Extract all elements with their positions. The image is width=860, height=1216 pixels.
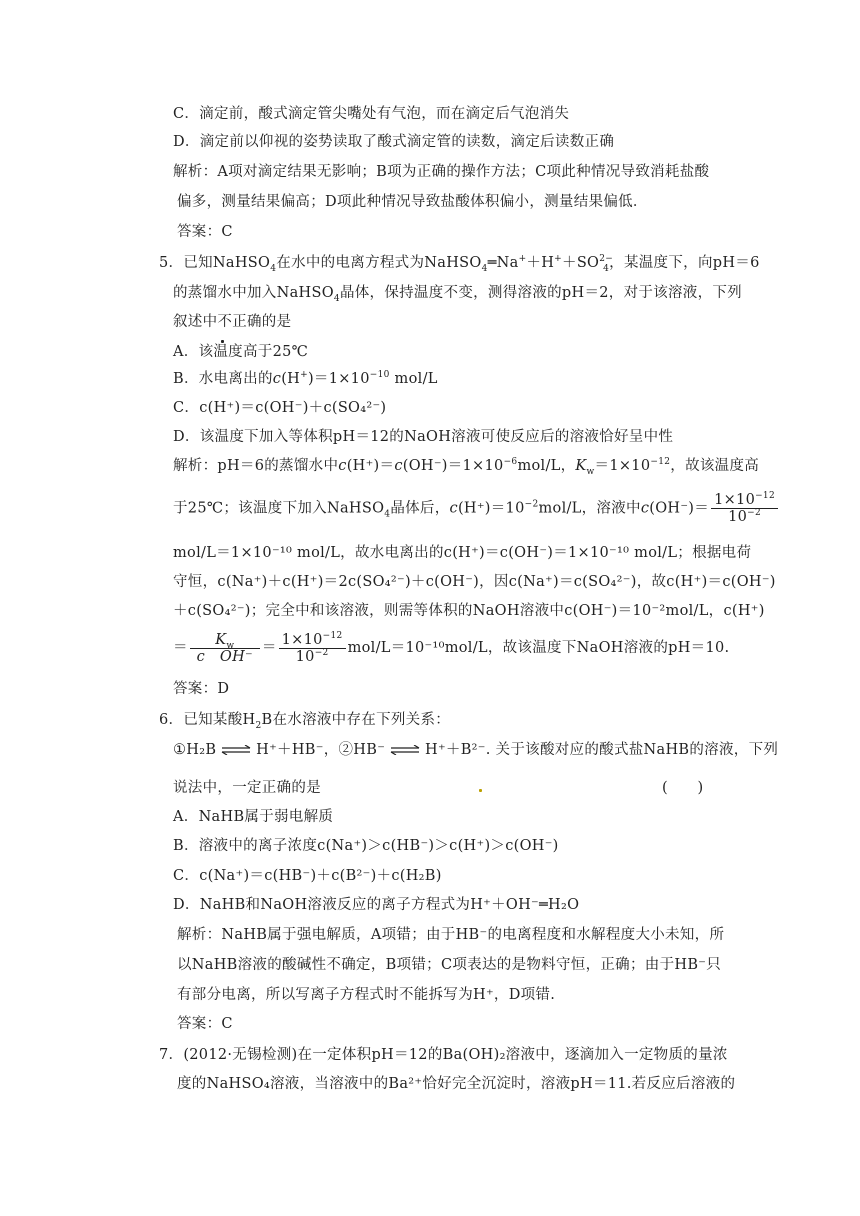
- fraction: $\frac{1\times 10^{-12}}{10^{-2}}$: [711, 492, 778, 525]
- answer-blank: ( ): [662, 780, 704, 796]
- equilibrium-arrow-icon: [390, 745, 420, 755]
- option-d-line: D．滴定前以仰视的姿势读取了酸式滴定管的读数，滴定后读数正确: [173, 134, 615, 150]
- option-a-line: A．该温度高于25℃: [173, 344, 309, 360]
- option-d-line: D．该温度下加入等体积pH＝12的NaOH溶液可使反应后的溶液恰好呈中性: [173, 429, 674, 445]
- fraction: $\frac{K_w}{\text{c OH⁻}}$: [190, 632, 260, 665]
- answer-line: 答案：C: [177, 1016, 233, 1032]
- option-c-line: C．c(Na⁺)＝c(HB⁻)＋c(B²⁻)＋c(H₂B): [173, 868, 442, 884]
- question-7-line: 度的NaHSO₄溶液，当溶液中的Ba²⁺恰好完全沉淀时，溶液pH＝11.若反应后溶液的: [177, 1076, 736, 1092]
- question-7-line: 7．(2012·无锡检测)在一定体积pH＝12的Ba(OH)₂溶液中，逐滴加入一定物质的量浓: [159, 1047, 728, 1063]
- option-c-line: C．c(H⁺)＝c(OH⁻)＋c(SO₄²⁻): [173, 400, 387, 416]
- analysis-line: 于25℃；该温度下加入NaHSO$_4$晶体后，$c(H^+)=10^{-2}mol/L$，溶液中c(OH⁻)＝ $\frac{1\times 10^{-12}}{10^{-2}}$: [173, 492, 860, 525]
- question-5-line: 5．已知NaHSO$_4$在水中的电离方程式为$NaHSO_4═Na^++H^++SO^{2-}_4$，某温度下，向pH＝6: [159, 254, 760, 274]
- equilibrium-arrow-icon: [221, 745, 251, 755]
- analysis-line: ＋c(SO₄²⁻)；完全中和该溶液，则需等体积的NaOH溶液中c(OH⁻)＝10⁻²mol/L，c(H⁺): [173, 603, 765, 619]
- analysis-line: mol/L＝1×10⁻¹⁰ mol/L，故水电离出的c(H⁺)＝c(OH⁻)＝1×10⁻¹⁰ mol/L；根据电荷: [173, 545, 752, 561]
- analysis-line: 有部分电离，所以写离子方程式时不能拆写为H⁺，D项错.: [177, 987, 556, 1003]
- fraction: $\frac{1\times 10^{-12}}{10^{-2}}$: [279, 632, 346, 665]
- option-c-line: C．滴定前，酸式滴定管尖嘴处有气泡，而在滴定后气泡消失: [173, 106, 570, 122]
- option-b-line: B．水电离出的$c(H^+)=1\times 10^{-10}$ mol/L: [173, 370, 438, 387]
- analysis-line: ＝ $\frac{K_w}{\text{c OH⁻}}$ ＝ $\frac{1\times 10^{-12}}{10^{-2}}$ mol/L＝10⁻¹⁰mol/L，故该温度下NaOH溶液的pH＝10.: [173, 630, 730, 665]
- analysis-line: 守恒，c(Na⁺)＋c(H⁺)＝2c(SO₄²⁻)＋c(OH⁻)，因c(Na⁺)＝c(SO₄²⁻)，故c(H⁺)＝c(OH⁻): [173, 574, 776, 590]
- option-a-line: A．NaHB属于弱电解质: [173, 809, 334, 825]
- decorative-dot: [479, 789, 482, 792]
- answer-line: 答案：C: [177, 224, 233, 240]
- analysis-line: 解析：A项对滴定结果无影响；B项为正确的操作方法；C项此种情况导致消耗盐酸: [173, 164, 710, 180]
- question-6-line: 说法中，一定正确的是: [173, 780, 321, 796]
- analysis-line: 解析：NaHB属于强电解质，A项错；由于HB⁻的电离程度和水解程度大小未知，所: [177, 927, 725, 943]
- question-5-line: 叙述中不正确的是: [173, 314, 292, 330]
- analysis-line: 解析：pH＝6的蒸馏水中$c(H^+)=c(OH^-)=1\times 10^{-6}mol/L$，$K_w=1\times 10^{-12}$，故该温度高: [173, 457, 760, 477]
- analysis-line: 以NaHB溶液的酸碱性不确定，B项错；C项表达的是物料守恒，正确；由于HB⁻只: [177, 957, 722, 973]
- question-6-line: 6．已知某酸$H_2B$在水溶液中存在下列关系：: [159, 712, 451, 731]
- question-6-line: ①H₂B H⁺＋HB⁻，②HB⁻ H⁺＋B²⁻. 关于该酸对应的酸式盐NaHB的溶液，下列: [173, 742, 779, 758]
- analysis-line: 偏多，测量结果偏高；D项此种情况导致盐酸体积偏小，测量结果偏低．: [177, 194, 648, 210]
- option-b-line: B．溶液中的离子浓度c(Na⁺)＞c(HB⁻)＞c(H⁺)＞c(OH⁻): [173, 838, 559, 854]
- option-d-line: D．NaHB和NaOH溶液反应的离子方程式为H⁺＋OH⁻═H₂O: [173, 897, 580, 913]
- answer-line: 答案：D: [173, 681, 230, 697]
- question-5-line: 的蒸馏水中加入NaHSO$_4$晶体，保持温度不变，测得溶液的pH＝2，对于该溶液，下列: [173, 285, 742, 304]
